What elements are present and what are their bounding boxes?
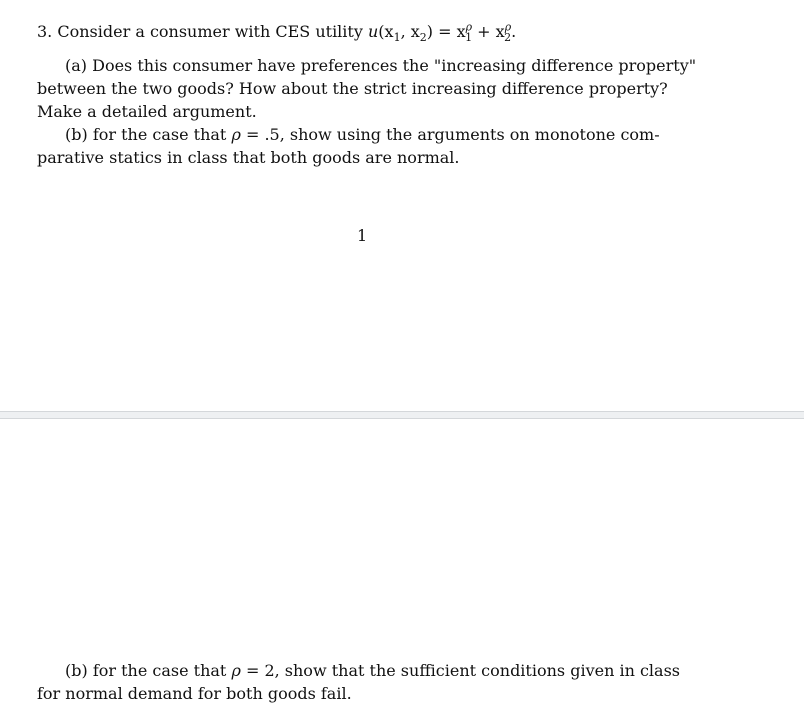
rho-symbol-2: ρ (231, 661, 241, 680)
part-a-line-3: Make a detailed argument. (37, 102, 257, 121)
page-2 (0, 419, 804, 715)
part-a (37, 54, 697, 123)
page-number: 1 (357, 226, 368, 245)
page-divider (0, 411, 804, 419)
problem-intro: Consider a consumer with CES utility (57, 22, 363, 41)
part-b2-line-1: (b) for the case that ρ = 2, show that the sufficient conditions given in class (65, 661, 681, 680)
part-b-second (37, 659, 697, 705)
part-a-line-2: between the two goods? How about the strict increasing difference property? (37, 79, 668, 98)
utility-formula: $u(x_1$, $x_2) = x^\rho_1 + x^\rho_2$. (367, 20, 517, 45)
part-b-line-2: parative statics in class that both goods are normal. (37, 148, 460, 167)
problem-3 (37, 20, 697, 43)
part-b2-line-2: for normal demand for both goods fail. (37, 684, 352, 703)
part-a-line-1: (a) Does this consumer have preferences the "increasing difference property" (65, 56, 697, 75)
rho-symbol: ρ (231, 125, 241, 144)
part-b (37, 123, 697, 169)
problem-statement (37, 20, 697, 43)
problem-label: 3. (37, 22, 53, 41)
part-b-line-1: (b) for the case that ρ = .5, show using the arguments on monotone com- (65, 125, 660, 144)
